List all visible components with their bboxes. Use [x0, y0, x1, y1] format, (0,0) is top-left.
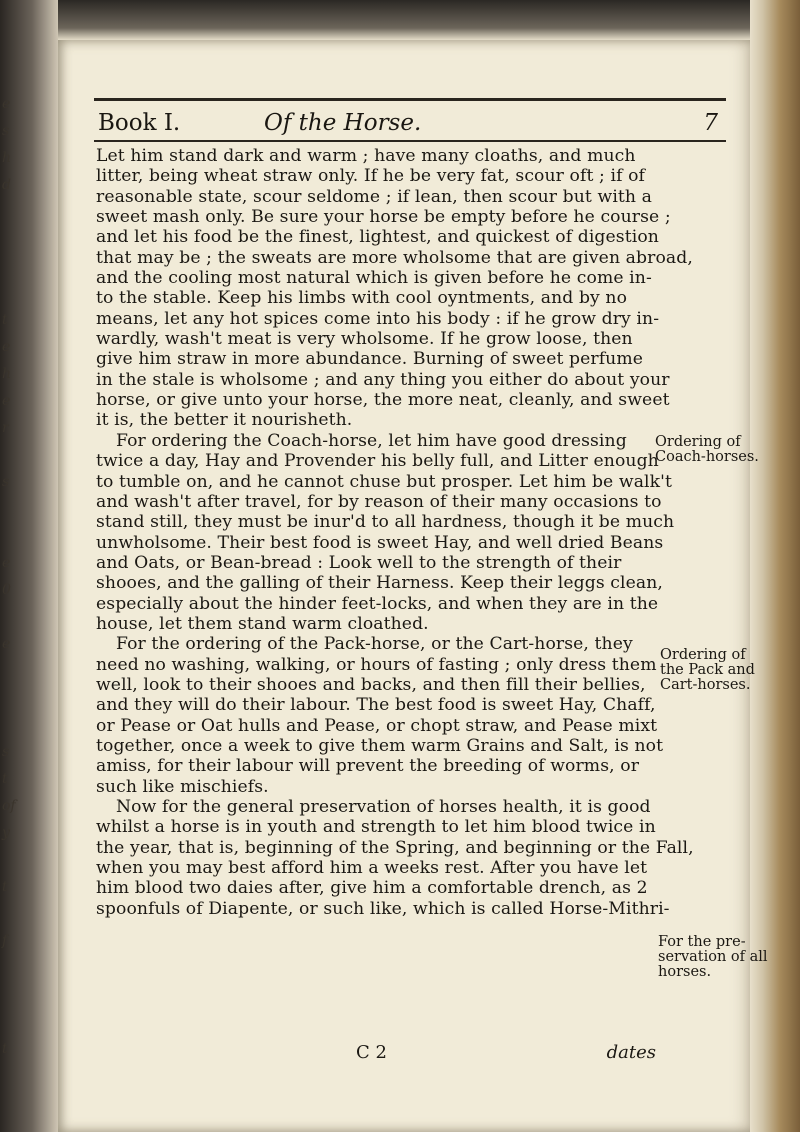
margin-note-coach-horses [655, 435, 759, 465]
facing-page-fragment: t [2, 879, 8, 895]
text-line: together, once a week to give them warm Grains and Salt, is not [96, 735, 664, 756]
page-number: 7 [703, 110, 718, 136]
text-line: litter, being wheat straw only. If he be very fat, scour oft ; if of [96, 166, 646, 187]
facing-page-fragment: t [2, 312, 8, 328]
facing-page-fragment: of [2, 798, 16, 814]
margin-note-line: Ordering of [655, 434, 741, 450]
text-line: well, look to their shooes and backs, and then fill their bellies, [96, 674, 646, 695]
margin-note-line: the Pack and [660, 662, 755, 678]
text-line: shooes, and the galling of their Harness. Keep their leggs clean, [96, 573, 663, 594]
header-top-rule [94, 98, 726, 101]
text-line: need no washing, walking, or hours of fasting ; only dress them [96, 654, 657, 675]
facing-page-fragment: d [2, 177, 11, 193]
facing-page-fragment: r [2, 420, 9, 436]
facing-page-fragment: s [2, 474, 10, 490]
text-line: and Oats, or Bean-bread : Look well to the strength of their [96, 552, 622, 573]
facing-page-fragment: h [2, 150, 12, 166]
text-line: Now for the general preservation of horses health, it is good [116, 797, 651, 817]
facing-page-fragment: t [2, 1041, 8, 1057]
facing-page-fragment: e [2, 339, 11, 355]
text-line: that may be ; the sweats are more wholsome that are given abroad, [96, 247, 693, 268]
text-line: especially about the hinder feet-locks, and when they are in the [96, 593, 659, 614]
text-line: horse, or give unto your horse, the more neat, cleanly, and sweet [96, 390, 670, 411]
text-line: sweet mash only. Be sure your horse be empty before he course ; [96, 207, 671, 228]
text-line: in the stale is wholsome ; and any thing you either do about your [96, 369, 670, 390]
facing-page-fragment: h [2, 366, 12, 382]
text-line: and they will do their labour. The best food is sweet Hay, Chaff, [96, 695, 656, 716]
margin-note-preservation [658, 935, 768, 980]
text-line: Let him stand dark and warm ; have many cloaths, and much [96, 146, 636, 166]
text-line: house, let them stand warm cloathed. [96, 613, 429, 634]
text-line: means, let any hot spices come into his body : if he grow dry in- [96, 308, 660, 329]
text-line: stand still, they must be inur'd to all hardness, though it be much [96, 512, 675, 533]
page-top-shadow [58, 0, 750, 40]
catchword: dates [606, 1042, 656, 1063]
margin-note-line: Ordering of [660, 647, 746, 663]
text-line: it is, the better it nourisheth. [96, 410, 353, 431]
text-line: reasonable state, scour seldome ; if lean, then scour but with a [96, 186, 652, 207]
facing-page-fragment: e [2, 636, 11, 652]
text-line: For the ordering of the Pack-horse, or the Cart-horse, they [116, 634, 633, 655]
text-line: to tumble on, and he cannot chuse but prosper. Let him be walk't [96, 471, 672, 492]
margin-note-pack-horses [660, 648, 755, 693]
text-line: when you may best afford him a weeks rest. After you have let [96, 858, 648, 879]
facing-page-fragment: 0 [2, 582, 11, 598]
body-text [96, 146, 694, 919]
running-header [94, 110, 726, 138]
text-line: and wash't after travel, for by reason of their many occasions to [96, 491, 662, 512]
header-title: Of the Horse. [264, 110, 422, 136]
margin-note-line: Coach-horses. [655, 449, 759, 465]
margin-note-line: Cart-horses. [660, 677, 751, 693]
header-bottom-rule [94, 140, 726, 142]
text-line: such like mischiefs. [96, 776, 269, 797]
text-line: and the cooling most natural which is given before he come in- [96, 268, 652, 289]
text-line: unwholsome. Their best food is sweet Hay, and well dried Beans [96, 532, 664, 553]
facing-page-fragment: s [2, 123, 10, 139]
text-line: or Pease or Oat hulls and Pease, or chopt straw, and Pease mixt [96, 715, 658, 736]
text-line: amiss, for their labour will prevent the breeding of worms, or [96, 756, 640, 777]
facing-page-fragment: s [2, 744, 10, 760]
text-line: to the stable. Keep his limbs with cool oyntments, and by no [96, 288, 628, 309]
text-line: wardly, wash't meat is very wholsome. If he grow loose, then [96, 329, 633, 350]
header-book-label: Book I. [98, 110, 181, 136]
facing-page-fragment: e [2, 555, 11, 571]
facing-page-fragment: f [2, 933, 8, 949]
facing-page-fragment: e [2, 393, 11, 409]
text-line: the year, that is, beginning of the Spring, and beginning or the Fall, [96, 837, 694, 858]
page-footer [96, 1042, 656, 1066]
text-line: twice a day, Hay and Provender his belly full, and Litter enough [96, 451, 659, 472]
facing-page-fragment: e [2, 96, 11, 112]
text-line: and let his food be the finest, lightest, and quickest of digestion [96, 227, 659, 248]
facing-page-fragment: t [2, 771, 8, 787]
margin-note-line: horses. [658, 964, 712, 980]
text-line: him blood two daies after, give him a comfortable drench, as 2 [96, 878, 648, 899]
margin-note-line: servation of all [658, 949, 768, 965]
text-line: give him straw in more abundance. Burning of sweet perfume [96, 349, 644, 370]
text-line: whilst a horse is in youth and strength to let him blood twice in [96, 817, 656, 838]
text-line: spoonfuls of Diapente, or such like, which is called Horse-Mithri- [96, 898, 670, 919]
margin-note-line: For the pre- [658, 934, 746, 950]
text-line: For ordering the Coach-horse, let him have good dressing [116, 430, 627, 451]
facing-page-fragment: y [2, 825, 10, 841]
signature-mark: C 2 [356, 1042, 387, 1063]
left-margin-fragments [0, 0, 58, 1132]
